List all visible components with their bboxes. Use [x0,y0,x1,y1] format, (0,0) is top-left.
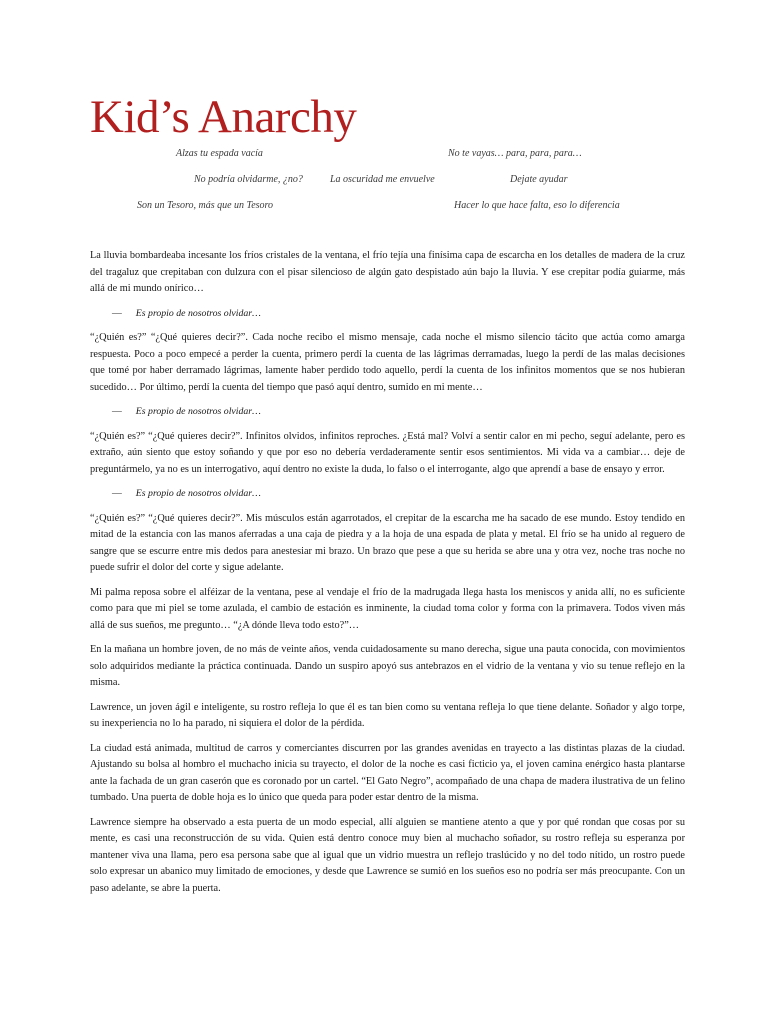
refrain-line [90,486,685,503]
epigraph-quote: Son un Tesoro, más que un Tesoro [137,200,274,211]
em-dash: — [112,406,122,417]
paragraph: “¿Quién es?” “¿Qué quieres decir?”. Cada noche recibo el mismo mensaje, cada noche el mismo silencio tácito que actúa como amarga respuesta. Poco a poco empecé a perder la cuenta, primero perdí la cuenta de las lágrimas derramadas, luego la perdí de las malas decisiones que tomé por haber derramado lágrimas, lamente haber perdido todo aquello, perdí la cuenta de los infinitos momentos que se nos hubieran sucedido… Por último, perdí la cuenta del tiempo que pasó aquí dentro, sumido en mi mente… [90,332,685,393]
refrain-text: Es propio de nosotros olvidar… [135,488,261,499]
epigraph-quote: No podría olvidarme, ¿no? [194,174,303,185]
epigraph-quote: Alzas tu espada vacía [176,148,263,159]
epigraph-quote: La oscuridad me envuelve [330,174,435,185]
paragraph: La lluvia bombardeaba incesante los fríos cristales de la ventana, el frío tejía una finísima capa de escarcha en los detalles de madera de la cruz del tragaluz que crepitaban con dulzura con el pisar silencioso de algún gato despistado aún bajo la lluvia. Y ese crepitar podía guiarme, más allá de mi mundo onírico… [90,250,685,294]
paragraph: Lawrence, un joven ágil e inteligente, su rostro refleja lo que él es tan bien como su ventana refleja lo que tiene delante. Soñador y algo torpe, su inexperiencia no lo ha parado, ni siquiera el dolor de la pérdida. [90,701,685,729]
refrain-text: Es propio de nosotros olvidar… [135,307,261,319]
paragraph: Mi palma reposa sobre el alféizar de la ventana, pese al vendaje el frío de la madrugada llega hasta los meniscos y anida allí, no es suficiente como para que mi piel se tome azulada, el cambio de estación es inminente, la ciudad toma color y forma con la primavera. Todos viven más allá de sus sueños, me pregunto… “¿A dónde lleva todo esto?”… [90,586,685,631]
paragraph: “¿Quién es?” “¿Qué quieres decir?”. Infinitos olvidos, infinitos reproches. ¿Está mal? Volví a sentir calor en mi pecho, seguí adelante, pero es extraño, aún siento que estoy soñando y que por eso no debería verdaderamente sentir esos sentimientos. Mi vida va a cambiar… deje de preguntármelo, ya no es un interrogativo, aquí dentro no existe la duda, lo falso o el interrogante, algo que aprendí a base de ensayo y error. [90,430,685,475]
epigraph-quote: Hacer lo que hace falta, eso lo diferencia [454,200,620,211]
paragraph: Lawrence siempre ha observado a esta puerta de un modo especial, allí alguien se mantiene atento a que y por qué rondan que cosas por su mente, es casi una reconstrucción de su vida. Quien está dentro conoce muy bien al muchacho soñador, su rostro refleja su esperanza por mantener viva una llama, pero esa persona sabe que al igual que un vidrio muestra un reflejo traslúcido y no del todo nítido, un rostro puede solo expresar un abanico muy limitado de emociones, y desde que Lawrence se sumió en los sueños eso no podría ser más preocupante. Con un paso adelante, se abre la puerta. [90,816,685,894]
paragraph: La ciudad está animada, multitud de carros y comerciantes discurren por las grandes avenidas en trayecto a las distintas plazas de la ciudad. Ajustando su bolsa al hombro el muchacho inicia su trayecto, el dolor de la noche es casi ficticio ya, el joven camina enérgico hasta plantarse ante la fachada de un gran caserón que es coronado por un cartel. “El Gato Negro”, acompañado de una chapa de madera ilustrativa de un felino tumbado. Una puerta de doble hoja es lo único que queda para poder estar dentro de la misma. [90,742,685,803]
em-dash: — [112,307,122,319]
story-body [90,248,685,905]
em-dash: — [112,488,122,499]
refrain-line [90,306,685,323]
refrain-text: Es propio de nosotros olvidar… [135,406,261,417]
paragraph: “¿Quién es?” “¿Qué quieres decir?”. Mis músculos están agarrotados, el crepitar de la escarcha me ha sacado de ese mundo. Estoy tendido en mitad de la estancia con las manos aferradas a una caja de piedra y a la hoja de una espada de plata y metal. El frío se ha unido al reguero de sangre que se escurre entre mis dedos para anestesiar mi brazo. Un brazo que pese a que su herida se abre una y otra vez, noche tras noche no puede sufrir el dolor del corte y sigue adelante. [90,512,685,573]
refrain-line [90,404,685,421]
paragraph: En la mañana un hombre joven, de no más de veinte años, venda cuidadosamente su mano derecha, sigue una pauta conocida, con movimientos solo adquiridos mediante la práctica continuada. Dando un suspiro apoyó sus antebrazos en el vidrio de la ventana y vio su tenue reflejo en la misma. [90,644,685,688]
document-title: Kid’s Anarchy [90,91,357,143]
epigraph-quote: Dejate ayudar [510,174,568,185]
epigraph-quote: No te vayas… para, para, para… [448,148,582,159]
